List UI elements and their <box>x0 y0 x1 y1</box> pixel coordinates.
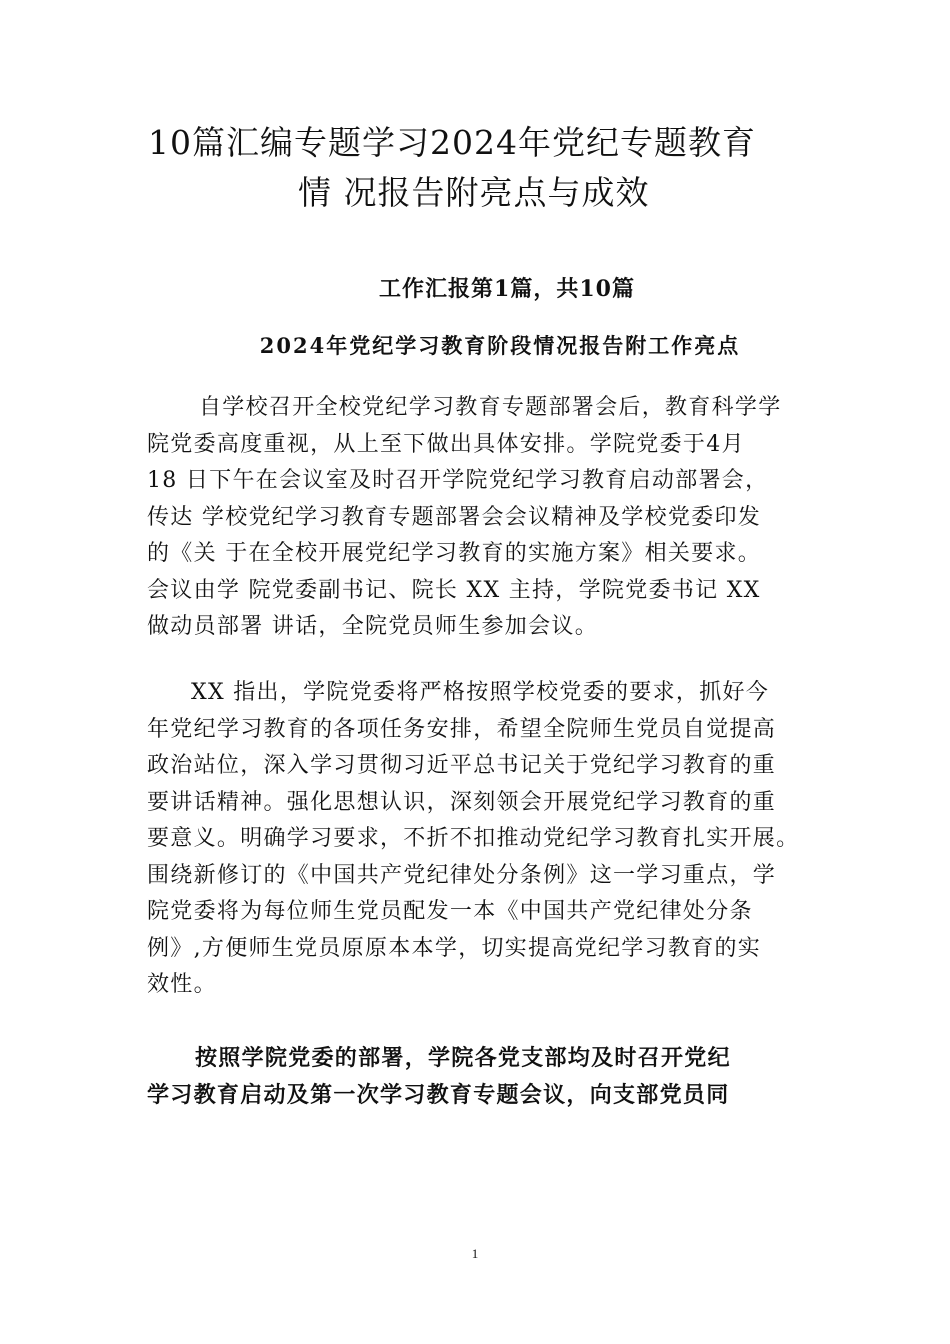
paragraph-line: 例》,方便师生党员原原本本学，切实提高党纪学习教育的实 <box>147 935 762 961</box>
section-heading: 2024年党纪学习教育阶段情况报告附工作亮点 <box>259 333 741 358</box>
paragraph-line: 会议由学 院党委副书记、院长 XX 主持，学院党委书记 XX <box>147 577 761 603</box>
paragraph-line: 传达 学校党纪学习教育专题部署会会议精神及学校党委印发 <box>147 504 762 530</box>
paragraph-2 <box>147 675 827 1004</box>
title-line-2: 情 况报告附亮点与成效 <box>298 173 650 212</box>
paragraph-line: 自学校召开全校党纪学习教育专题部署会后，教育科学学 <box>199 395 782 420</box>
paragraph-line: 的《关 于在全校开展党纪学习教育的实施方案》相关要求。 <box>147 541 762 566</box>
paragraph-3 <box>147 1040 827 1113</box>
paragraph-line: 院党委将为每位师生党员配发一本《中国共产党纪律处分条 <box>147 899 753 924</box>
paragraph-1 <box>147 390 827 646</box>
paragraph-line: 要讲话精神。强化思想认识，深刻领会开展党纪学习教育的重 <box>147 789 777 815</box>
paragraph-line: 做动员部署 讲话，全院党员师生参加会议。 <box>147 614 598 639</box>
paragraph-line: 围绕新修订的《中国共产党纪律处分条例》这一学习重点，学 <box>147 862 777 888</box>
paragraph-line: 院党委高度重视，从上至下做出具体安排。学院党委于4月 <box>147 431 745 457</box>
paragraph-line: 年党纪学习教育的各项任务安排，希望全院师生党员自觉提高 <box>147 716 777 742</box>
paragraph-line: XX 指出，学院党委将严格按照学校党委的要求，抓好今 <box>191 680 770 705</box>
paragraph-line: 政治站位，深入学习贯彻习近平总书记关于党纪学习教育的重 <box>147 753 777 778</box>
part-heading: 工作汇报第1篇，共10篇 <box>379 276 635 302</box>
paragraph-line: 效性。 <box>147 972 217 997</box>
paragraph-line: 按照学院党委的部署，学院各党支部均及时召开党纪 <box>195 1045 731 1071</box>
paragraph-line: 要意义。明确学习要求，不折不扣推动党纪学习教育扎实开展。 <box>147 826 800 851</box>
title-line-1: 10篇汇编专题学习2024年党纪专题教育 <box>148 123 756 162</box>
page-number: 1 <box>471 1246 479 1261</box>
document-title <box>120 118 830 218</box>
paragraph-line: 学习教育启动及第一次学习教育专题会议，向支部党员同 <box>147 1081 730 1108</box>
paragraph-line: 18 日下午在会议室及时召开学院党纪学习教育启动部署会， <box>147 468 769 493</box>
